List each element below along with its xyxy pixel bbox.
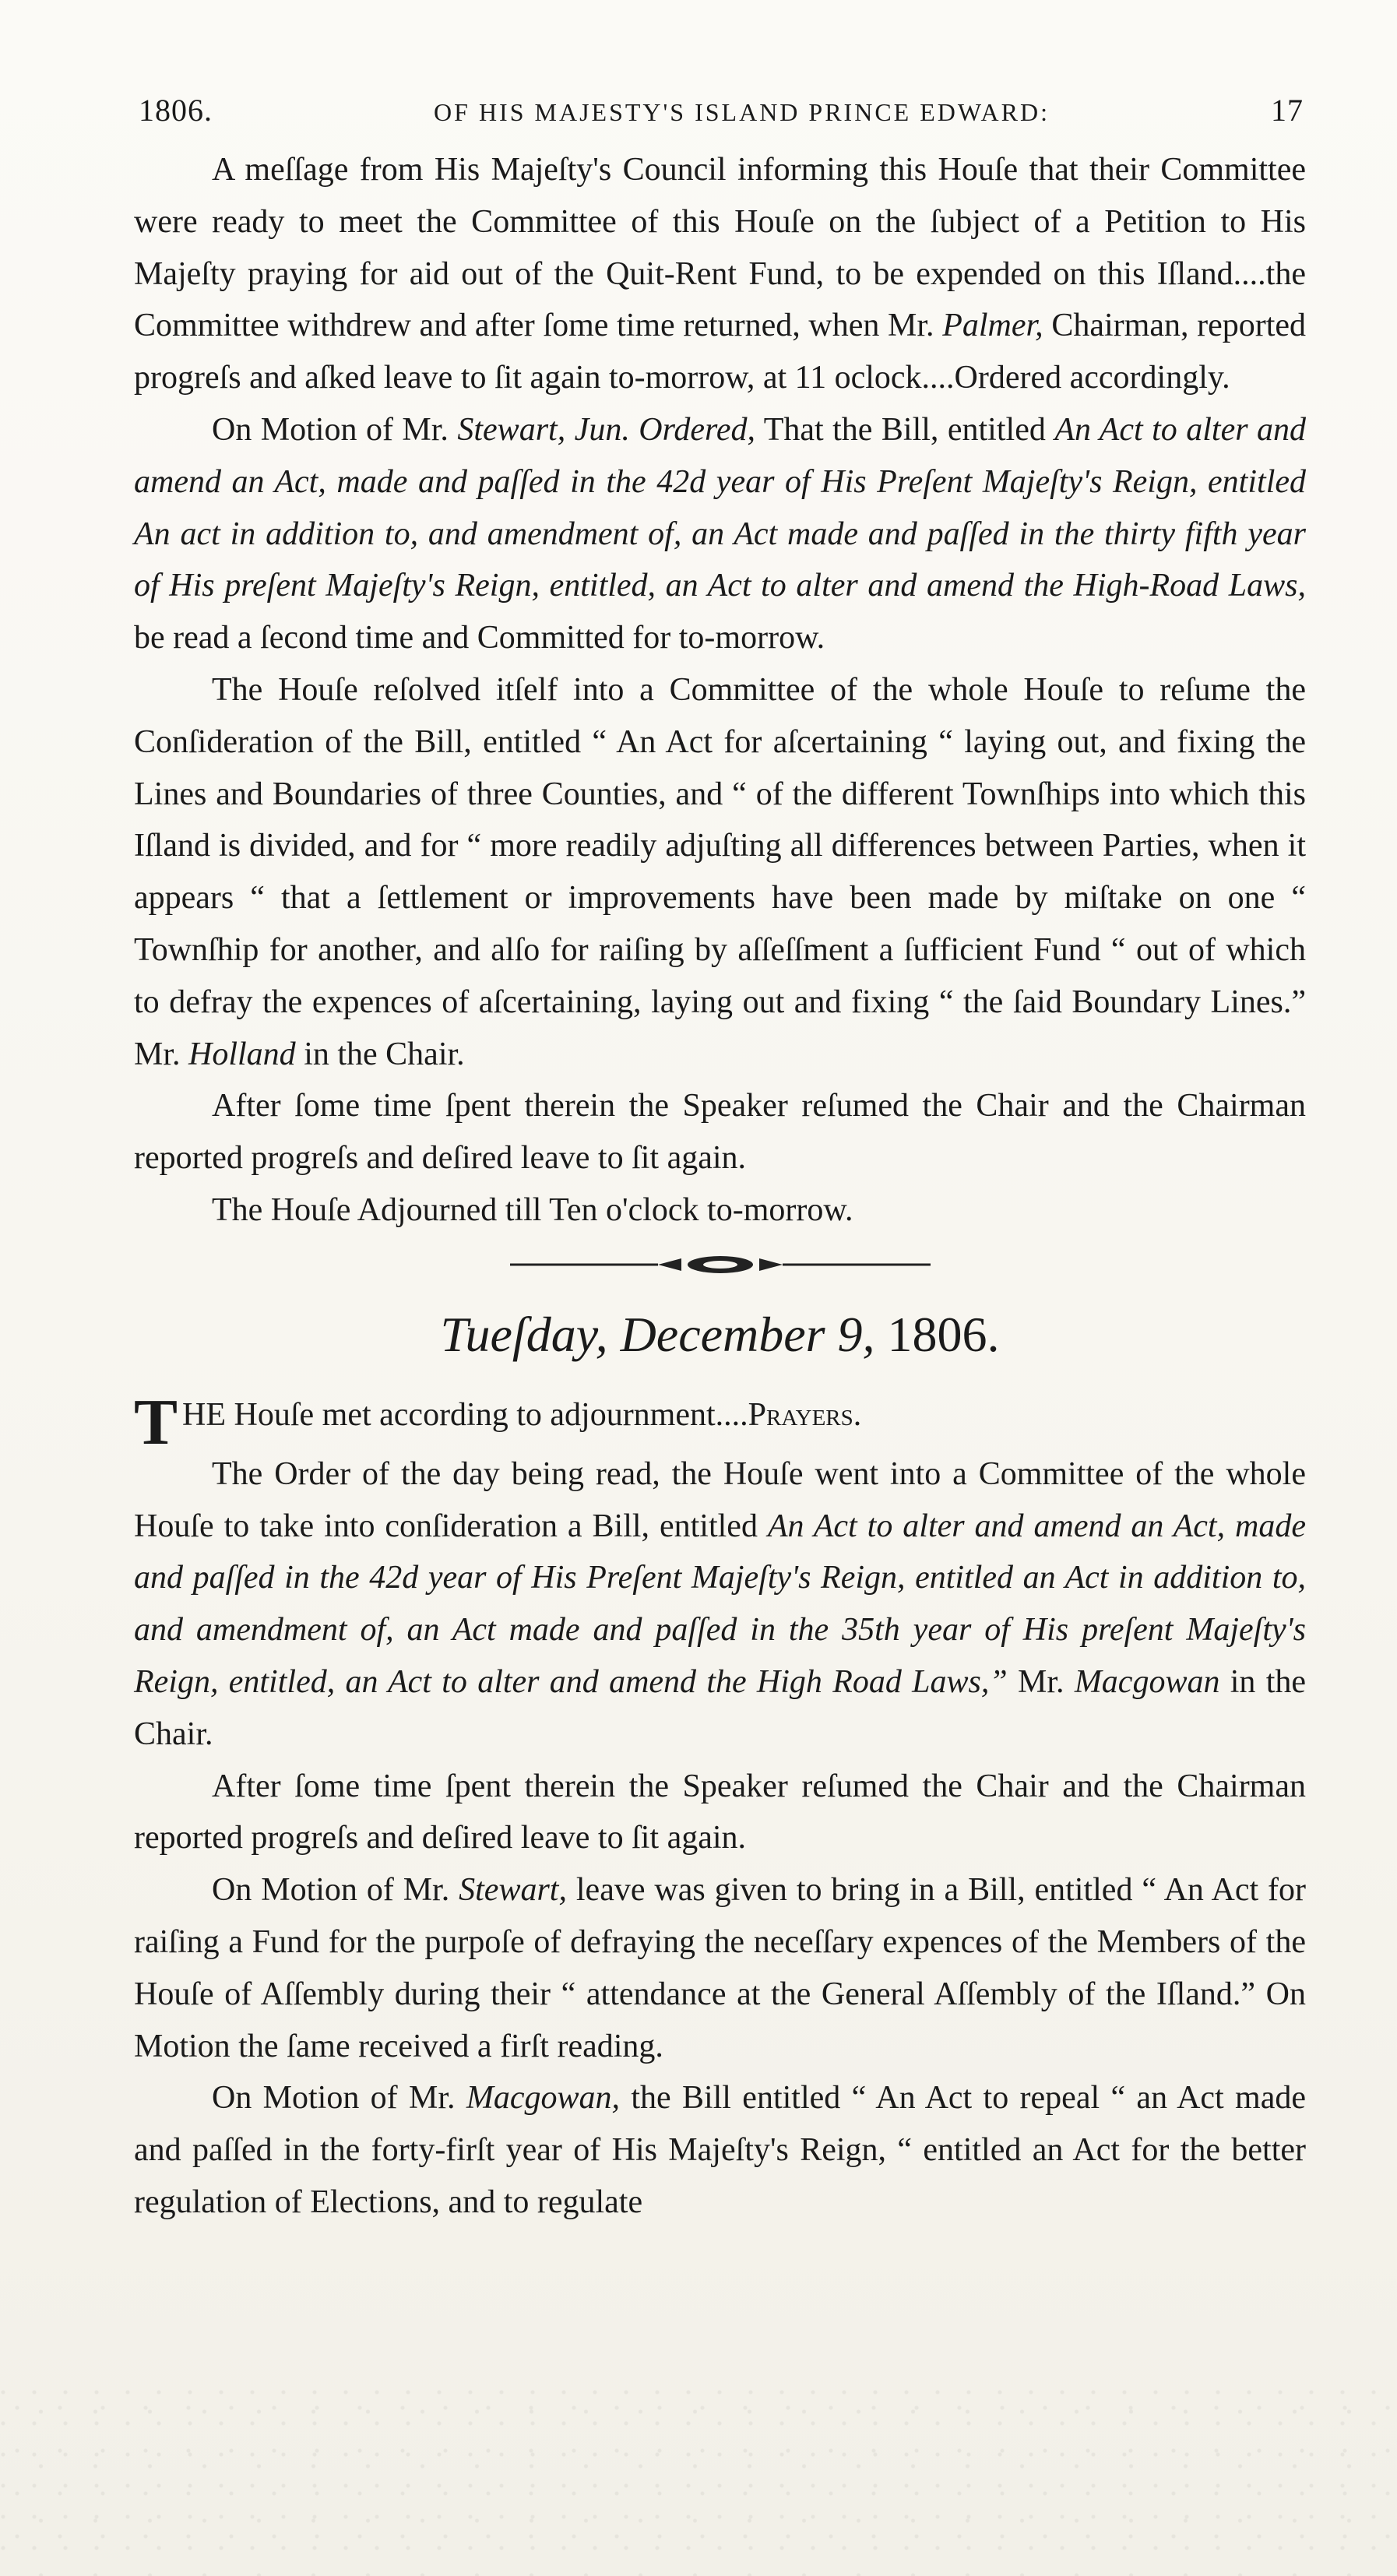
paragraph-text: On Motion of Mr. [212,1872,450,1909]
paragraph-committee-boundaries [134,664,1306,1080]
paragraph-motion-stewart [134,404,1306,664]
paragraph-text: leave was given to bring in a Bill, entitled “ An Act for raiſing a Fund for the purpoſe of defraying the neceſſary expences of the Members of the Houſe of Aſſembly during their “ attendance at the General Aſſembly of the Iſland.” On Motion the ſame received a firſt reading. [134,1872,1307,2064]
member-name: Stewart, [459,1872,567,1909]
paper-speckle [0,2374,1397,2576]
paragraph-text: HE Houſe met according to adjournment.... [182,1396,748,1433]
paragraph-text: The Houſe reſolved itſelf into a Committee of the whole Houſe to reſume the Conſideration of the Bill, entitled “ An Act for aſcertaining “ laying out, and fixing the Lines and Boundaries of three Counties, and “ of the different Townſhips into which this Iſland is divided, and for “ more readily adjuſting all differences between Parties, when it appears “ that a ſettlement or improvements have been made by miſtake on one “ Townſhip for another, and alſo for raiſing by aſſeſſment a ſufficient Fund “ out of which to defray the expences of aſcertaining, laying out and fixing “ the ſaid Boundary Lines.” Mr. [134,671,1306,1072]
paragraph-text: be read a ſecond time and Committed for to-morrow. [134,620,825,656]
ornamental-divider [134,1241,1306,1288]
paragraph-text: The Order of the day being read, the Houſe went into a Committee of the whole Houſe to take into conſideration a Bill, entitled [134,1455,1306,1544]
paragraph-text: Chairman, reported progreſs and aſked leave to ſit again to-morrow, at 11 oclock....Ordered accordingly. [134,308,1307,396]
date-heading-year: 1806. [887,1306,1000,1362]
drop-cap: T [134,1385,178,1459]
prayers-label: Prayers. [748,1396,862,1433]
bill-title: An Act to alter and amend an Act, made and paſſed in the 42d year of His Preſent Majeſty's Reign, entitled An act in addition to, and amendment of, an Act made and paſſed in the thirty fifth year of His preſent Majeſty's Reign, entitled, an Act to alter and amend the High-Road Laws, [134,411,1307,604]
paragraph-speaker-resumed: After ſome time ſpent therein the Speaker reſumed the Chair and the Chairman reported progreſs and deſired leave to ſit again. [134,1088,1306,1177]
paragraph-text: Mr. [1018,1663,1064,1700]
paragraph-text: That the Bill, entitled [763,411,1046,448]
page-body [134,144,1306,2229]
date-heading [134,1296,1306,1374]
header-title: OF HIS MAJESTY'S ISLAND PRINCE EDWARD: [434,98,1050,126]
member-name: Stewart, Jun. Ordered, [457,411,755,448]
paragraph-council-message [134,144,1306,404]
member-name: Palmer, [942,308,1043,344]
member-name: Macgowan [1074,1663,1220,1700]
paragraph-motion-fund [134,1864,1306,2072]
bill-title: An Act to alter and amend an Act, made and paſſed in the 42d year of His Preſent Majeſty's Reign, entitled an Act in addition to, and amendment of, an Act made and paſſed in the 35th year of His preſent Majeſty's Reign, entitled, an Act to alter and amend the High Road Laws,” [134,1508,1306,1700]
paragraph-motion-elections [134,2072,1306,2228]
header-year: 1806. [139,93,213,128]
paragraph-order-of-day [134,1448,1306,1761]
running-head [139,92,1304,128]
date-heading-text: Tueſday, December 9, [440,1306,875,1362]
paragraph-text: A meſſage from His Majeſty's Council informing this Houſe that their Committee were ready to meet the Committee of this Houſe on the ſubject of a Petition to His Majeſty praying for aid out of the Quit-Rent Fund, to be expended on this Iſland....the Committee withdrew and after ſome time returned, when Mr. [134,152,1306,344]
paragraph-text: On Motion of Mr. [212,2080,456,2117]
paragraph-house-met [134,1385,1306,1459]
paragraph-text: in the Chair. [134,1663,1307,1752]
paragraph-adjourned: The Houſe Adjourned till Ten o'clock to-morrow. [212,1191,853,1228]
paragraph-text: in the Chair. [304,1036,465,1072]
paragraph-text: the Bill entitled “ An Act to repeal “ an Act made and paſſed in the forty-firſt year of His Majeſty's Reign, “ entitled an Act for the better regulation of Elections, and to regulate [134,2080,1306,2220]
member-name: Macgowan, [466,2080,620,2117]
member-name: Holland [188,1036,296,1072]
paragraph-speaker-resumed-2: After ſome time ſpent therein the Speaker reſumed the Chair and the Chairman reported progreſs and deſired leave to ſit again. [134,1768,1306,1856]
page-number: 17 [1271,93,1304,128]
paragraph-text: On Motion of Mr. [212,411,449,448]
ornament-rule-icon [502,1249,938,1280]
